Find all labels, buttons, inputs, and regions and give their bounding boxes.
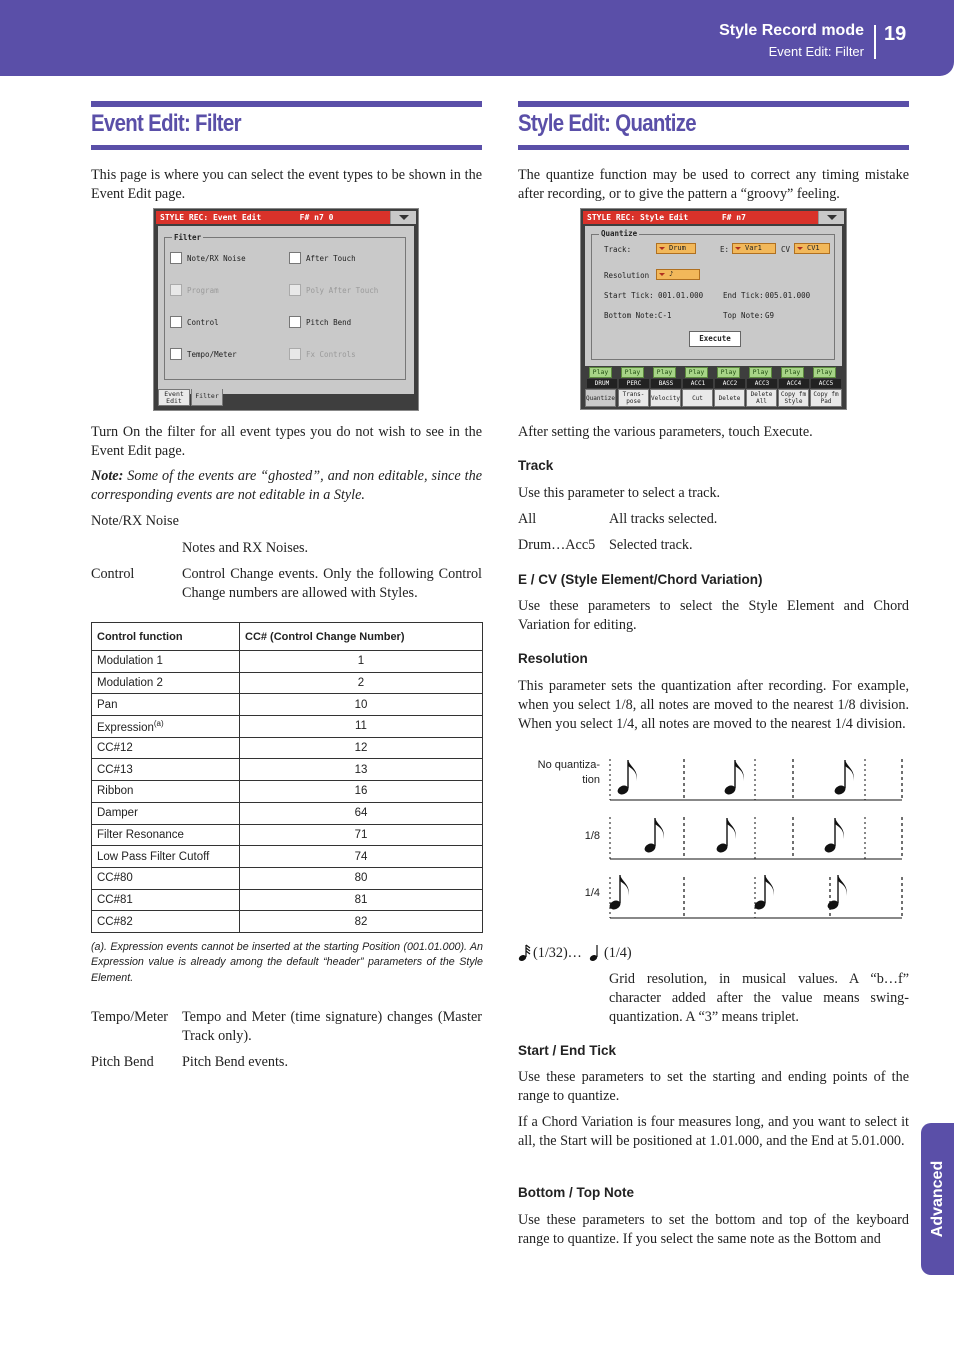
table-cell: 10 [240, 694, 483, 716]
quantize-intro: The quantize function may be used to correct any timing mistake after recording, or to give the pattern a “groovy” feeling. [518, 167, 909, 202]
checkbox-label: Note/RX Noise [187, 254, 246, 263]
tab-delete[interactable]: Delete [714, 389, 745, 407]
play-button-acc2[interactable]: Play [717, 367, 740, 378]
track-name: ACC4 [779, 379, 809, 388]
note-eighth-icon [643, 818, 664, 854]
track-name: ACC1 [683, 379, 713, 388]
heading-rule-bottom [518, 145, 909, 150]
heading-rule-bottom [91, 145, 482, 150]
play-button-perc[interactable]: Play [621, 367, 644, 378]
tab-filter[interactable]: Filter [191, 389, 223, 406]
ecv-heading: E / CV (Style Element/Chord Variation) [518, 572, 763, 587]
tab-event-edit[interactable]: Event Edit [158, 389, 190, 406]
play-button-bass[interactable]: Play [653, 367, 676, 378]
end-tick-value[interactable]: 005.01.000 [765, 291, 811, 300]
bottom-note-value[interactable]: C-1 [658, 311, 672, 320]
table-row [92, 846, 483, 868]
control-change-table [91, 622, 483, 933]
checkbox-label: Pitch Bend [306, 318, 352, 327]
menu-arrow-icon [818, 211, 844, 224]
table-cell: 80 [240, 867, 483, 889]
table-cell: Filter Resonance [92, 824, 240, 846]
tab-velocity[interactable]: Velocity [650, 389, 681, 407]
play-button-acc3[interactable]: Play [749, 367, 772, 378]
checkbox-tempo-meter[interactable] [170, 348, 182, 360]
def-desc: Pitch Bend events. [182, 1054, 288, 1070]
tab-transpose[interactable]: Trans-pose [618, 389, 649, 407]
cell-text: Expression [97, 721, 154, 734]
checkbox-after-touch[interactable] [289, 252, 301, 264]
table-cell: 71 [240, 824, 483, 846]
checkbox-label: Poly After Touch [306, 286, 379, 295]
bottom-note-label: Bottom Note: [604, 311, 659, 320]
track-name: PERC [619, 379, 649, 388]
thirty-second-note-icon [518, 944, 532, 962]
end-tick-label: End Tick: [723, 291, 764, 300]
filter-group-label: Filter [174, 233, 202, 242]
def-term: Tempo/Meter [91, 1009, 169, 1025]
tab-copy-from-pad[interactable]: Copy fm Pad [810, 389, 842, 407]
table-row [92, 802, 483, 824]
screen-title-bar: STYLE REC: Event Edit F# n7 0 [156, 211, 416, 224]
play-button-acc1[interactable]: Play [685, 367, 708, 378]
tab-copy-from-style[interactable]: Copy fm Style [778, 389, 809, 407]
start-tick-value[interactable]: 001.01.000 [658, 291, 704, 300]
track-name: ACC5 [811, 379, 841, 388]
quant-label-none: No quantiza-tion [537, 759, 600, 786]
table-cell: 13 [240, 759, 483, 781]
cv-label: CV [781, 245, 791, 254]
checkbox-control[interactable] [170, 316, 182, 328]
note-eighth-icon [608, 875, 629, 911]
def-term: Pitch Bend [91, 1054, 154, 1070]
note-eighth-icon [833, 760, 854, 796]
note-paragraph [91, 467, 482, 505]
ecv-text: Use these parameters to select the Style Element and Chord Variation for editing. [518, 598, 909, 633]
table-cell: 16 [240, 781, 483, 803]
def-desc: All tracks selected. [609, 511, 718, 527]
tab-delete-all[interactable]: Delete All [746, 389, 777, 407]
checkbox-fx-controls [289, 348, 301, 360]
table-row [92, 781, 483, 803]
bottom-top-heading: Bottom / Top Note [518, 1185, 634, 1200]
checkbox-pitch-bend[interactable] [289, 316, 301, 328]
chapter-title: Style Record mode [719, 22, 864, 39]
start-end-text-1: Use these parameters to set the starting and ending points of the range to quantize. [518, 1069, 909, 1104]
table-row [92, 694, 483, 716]
start-end-text-2: If a Chord Variation is four measures long, and you want to select it all, the Start will be positioned at 1.01.000, and the End at 5.01.000. [518, 1114, 909, 1149]
side-tab-label: Advanced [929, 1160, 946, 1238]
staff-row-quarter [608, 875, 902, 918]
play-button-acc5[interactable]: Play [813, 367, 836, 378]
header-divider [874, 25, 876, 59]
track-heading: Track [518, 458, 554, 473]
table-row [92, 824, 483, 846]
table-header: Control function [92, 623, 240, 651]
quantize-group-label: Quantize [601, 229, 638, 238]
table-row [92, 672, 483, 694]
checkbox-poly-after-touch [289, 284, 301, 296]
table-cell: 11 [240, 716, 483, 738]
screen-body [158, 226, 414, 394]
resolution-range-start: (1/32)… [533, 945, 582, 961]
track-name: ACC3 [747, 379, 777, 388]
table-row [92, 651, 483, 673]
table-row [92, 759, 483, 781]
table-cell: Damper [92, 802, 240, 824]
table-row [92, 911, 483, 933]
section-subtitle: Event Edit: Filter [768, 44, 864, 59]
quantize-diagram [605, 755, 905, 925]
chapter-side-tab [921, 1123, 954, 1275]
table-cell: CC#12 [92, 737, 240, 759]
table-cell: Modulation 1 [92, 651, 240, 673]
track-label: Track: [604, 245, 632, 254]
def-term: Drum…Acc5 [518, 537, 596, 553]
table-row [92, 867, 483, 889]
note-eighth-icon [723, 760, 744, 796]
tab-cut[interactable]: Cut [682, 389, 713, 407]
screen-body [585, 226, 842, 366]
checkbox-label: After Touch [306, 254, 356, 263]
staff-row-none [610, 759, 902, 800]
turn-on-text: Turn On the filter for all event types you do not wish to see in the Event Edit page. [91, 424, 482, 459]
quant-label-eighth: 1/8 [584, 830, 600, 842]
track-text: Use this parameter to select a track. [518, 485, 721, 501]
checkbox-label: Control [187, 318, 219, 327]
def-term: Note/RX Noise [91, 513, 179, 529]
quarter-note-icon [589, 944, 601, 962]
table-cell: CC#80 [92, 867, 240, 889]
checkbox-program [170, 284, 182, 296]
def-desc: Notes and RX Noises. [182, 540, 309, 556]
table-footnote: (a). Expression events cannot be inserted at the starting Position (001.01.000). An Expression value is already among the default “header” parameters of the Style Element. [91, 941, 483, 984]
table-cell [92, 716, 240, 738]
cv-select[interactable]: CV1 [794, 243, 830, 254]
quant-label-quarter: 1/4 [584, 887, 600, 899]
heading-rule-top [91, 101, 482, 107]
bottom-top-text: Use these parameters to set the bottom and top of the keyboard range to quantize. If you select the same note as the Bottom and [518, 1212, 909, 1247]
start-end-heading: Start / End Tick [518, 1043, 617, 1058]
track-name: BASS [651, 379, 681, 388]
resolution-heading: Resolution [518, 651, 588, 666]
after-text: After setting the various parameters, touch Execute. [518, 424, 813, 440]
resolution-label: Resolution [604, 271, 650, 280]
element-label: E: [720, 245, 730, 254]
def-desc: Selected track. [609, 537, 693, 553]
start-tick-label: Start Tick: [604, 291, 654, 300]
note-eighth-icon [616, 760, 637, 796]
table-header-row [92, 623, 483, 651]
checkbox-label: Program [187, 286, 219, 295]
top-note-label: Top Note: [723, 311, 764, 320]
execute-button[interactable]: Execute [689, 331, 741, 347]
table-cell: 2 [240, 672, 483, 694]
def-desc: Control Change events. Only the following Control Change numbers are allowed with Styles. [182, 566, 482, 601]
note-label: Note: [91, 468, 124, 484]
note-eighth-icon [823, 818, 844, 854]
play-button-acc4[interactable]: Play [781, 367, 804, 378]
table-cell: Ribbon [92, 781, 240, 803]
resolution-select[interactable]: ♪ [656, 269, 700, 280]
heading-rule-top [518, 101, 909, 107]
table-cell: 64 [240, 802, 483, 824]
checkbox-note-rx-noise[interactable] [170, 252, 182, 264]
screen-title-bar: STYLE REC: Style Edit F# n7 [583, 211, 844, 224]
play-button-drum[interactable]: Play [589, 367, 612, 378]
resolution-text: This parameter sets the quantization after recording. For example, when you select 1/8, all notes are moved to the nearest 1/8 division. When you select 1/4, all notes are moved to the nearest 1/4 division. [518, 678, 909, 732]
table-cell: Pan [92, 694, 240, 716]
page-number: 19 [884, 23, 907, 45]
footnote-ref: (a) [153, 718, 164, 728]
section-heading-quantize: Style Edit: Quantize [518, 110, 696, 137]
filter-intro: This page is where you can select the event types to be shown in the Event Edit page. [91, 167, 482, 202]
track-name: DRUM [587, 379, 617, 388]
table-header: CC# (Control Change Number) [240, 623, 483, 651]
def-desc: Tempo and Meter (time signature) changes (Master Track only). [182, 1009, 482, 1044]
resolution-desc: Grid resolution, in musical values. A “b…f” character added after the value means swing-quantization. A “3” means triplet. [609, 971, 909, 1025]
element-select[interactable]: Var1 [732, 243, 776, 254]
table-cell: 12 [240, 737, 483, 759]
filter-screenshot [153, 208, 419, 411]
table-cell: CC#13 [92, 759, 240, 781]
tab-quantize[interactable]: Quantize [585, 389, 616, 407]
section-heading-filter: Event Edit: Filter [91, 110, 241, 137]
def-term: Control [91, 566, 135, 582]
resolution-range-end: (1/4) [604, 945, 632, 961]
table-cell: CC#82 [92, 911, 240, 933]
table-cell: 82 [240, 911, 483, 933]
note-eighth-icon [715, 818, 736, 854]
track-name: ACC2 [715, 379, 745, 388]
table-row [92, 737, 483, 759]
table-row [92, 889, 483, 911]
note-eighth-icon [826, 875, 847, 911]
table-cell: 81 [240, 889, 483, 911]
note-eighth-icon [753, 875, 774, 911]
table-cell: Modulation 2 [92, 672, 240, 694]
table-cell: 1 [240, 651, 483, 673]
top-note-value[interactable]: G9 [765, 311, 775, 320]
table-cell: 74 [240, 846, 483, 868]
track-select[interactable]: Drum [656, 243, 696, 254]
note-text: Some of the events are “ghosted”, and non editable, since the corresponding events are not editable in a Style. [91, 468, 482, 503]
menu-arrow-icon [390, 211, 416, 224]
table-cell: Low Pass Filter Cutoff [92, 846, 240, 868]
table-cell: CC#81 [92, 889, 240, 911]
staff-row-eighth [610, 817, 902, 859]
def-term: All [518, 511, 537, 527]
checkbox-label: Fx Controls [306, 350, 356, 359]
quantize-screenshot [580, 208, 847, 410]
checkbox-label: Tempo/Meter [187, 350, 237, 359]
table-row [92, 716, 483, 738]
